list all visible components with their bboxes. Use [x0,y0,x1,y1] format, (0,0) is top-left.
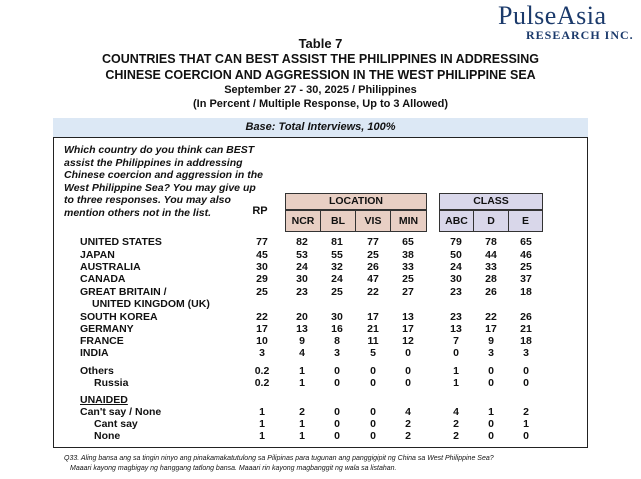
pulseasia-logo: PulseAsia [498,1,607,30]
cell-e: 26 [520,311,532,323]
row-label: GREAT BRITAIN / [80,286,167,298]
cell-abc: 50 [450,249,462,261]
cell-e: 0 [523,365,529,377]
row-label: JAPAN [80,249,115,261]
cell-d: 0 [488,430,494,442]
cell-rp: 0.2 [254,377,270,389]
cell-rp: 10 [256,335,268,347]
cell-vis: 0 [370,406,376,418]
cell-rp: 0.2 [254,365,270,377]
cell-abc: 13 [450,323,462,335]
cell-d: 1 [488,406,494,418]
cell-ncr: 1 [299,377,305,389]
col-header-bl: BL [320,210,356,232]
cell-min: 13 [402,311,414,323]
cell-vis: 22 [367,286,379,298]
base-bar: Base: Total Interviews, 100% [53,118,588,138]
cell-abc: 23 [450,286,462,298]
cell-abc: 1 [453,377,459,389]
cell-rp: 45 [256,249,268,261]
cell-ncr: 2 [299,406,305,418]
cell-d: 44 [485,249,497,261]
row-label: Others [80,365,114,377]
cell-vis: 77 [367,236,379,248]
row-label-continued: UNITED KINGDOM (UK) [92,298,210,310]
cell-rp: 3 [259,347,265,359]
col-header-abc: ABC [439,210,474,232]
cell-min: 65 [402,236,414,248]
cell-rp: 1 [259,418,265,430]
survey-question: Which country do you think can BEST assist the Philippines in addressing Chinese coercion and aggression in the West Philippine Sea? You may give up to three responses. You may also mention others not in the list. [64,144,263,219]
cell-bl: 16 [331,323,343,335]
location-header: LOCATION [285,193,427,210]
row-label: SOUTH KOREA [80,311,158,323]
cell-bl: 55 [331,249,343,261]
cell-abc: 7 [453,335,459,347]
cell-e: 18 [520,286,532,298]
pulseasia-logo-subtitle: RESEARCH INC. [526,28,634,42]
cell-vis: 0 [370,430,376,442]
cell-e: 46 [520,249,532,261]
cell-min: 2 [405,430,411,442]
cell-d: 9 [488,335,494,347]
cell-abc: 30 [450,273,462,285]
cell-abc: 23 [450,311,462,323]
col-header-vis: VIS [355,210,391,232]
cell-bl: 30 [331,311,343,323]
cell-vis: 21 [367,323,379,335]
row-label: AUSTRALIA [80,261,141,273]
cell-ncr: 9 [299,335,305,347]
cell-min: 0 [405,377,411,389]
cell-e: 0 [523,377,529,389]
cell-vis: 47 [367,273,379,285]
cell-abc: 24 [450,261,462,273]
cell-vis: 0 [370,377,376,389]
cell-e: 21 [520,323,532,335]
class-header: CLASS [439,193,543,210]
cell-d: 33 [485,261,497,273]
row-label: Cant say [94,418,138,430]
cell-bl: 3 [334,347,340,359]
cell-rp: 29 [256,273,268,285]
cell-bl: 32 [331,261,343,273]
cell-ncr: 20 [296,311,308,323]
cell-min: 12 [402,335,414,347]
cell-vis: 0 [370,365,376,377]
cell-e: 0 [523,430,529,442]
cell-d: 0 [488,377,494,389]
cell-bl: 0 [334,430,340,442]
unaided-heading: UNAIDED [80,394,128,406]
row-label: Can't say / None [80,406,162,418]
table-note: (In Percent / Multiple Response, Up to 3 Allowed) [192,98,449,110]
row-label: CANADA [80,273,126,285]
cell-vis: 11 [367,335,379,347]
cell-d: 17 [485,323,497,335]
row-label: FRANCE [80,335,124,347]
cell-vis: 26 [367,261,379,273]
cell-vis: 25 [367,249,379,261]
cell-vis: 5 [370,347,376,359]
cell-bl: 0 [334,365,340,377]
cell-min: 38 [402,249,414,261]
row-label: None [94,430,121,442]
cell-min: 25 [402,273,414,285]
cell-ncr: 53 [296,249,308,261]
rp-header: RP [252,205,268,217]
col-header-e: E [508,210,543,232]
cell-e: 25 [520,261,532,273]
survey-dates: September 27 - 30, 2025 / Philippines [224,84,417,96]
cell-min: 33 [402,261,414,273]
cell-d: 0 [488,365,494,377]
table-title-line1: COUNTRIES THAT CAN BEST ASSIST THE PHILIPPINES IN ADDRESSING [101,52,540,66]
cell-rp: 17 [256,323,268,335]
col-header-d: D [473,210,509,232]
cell-e: 1 [523,418,529,430]
cell-rp: 1 [259,430,265,442]
col-header-ncr: NCR [285,210,321,232]
cell-ncr: 30 [296,273,308,285]
row-label: UNITED STATES [80,236,162,248]
cell-ncr: 1 [299,365,305,377]
cell-rp: 30 [256,261,268,273]
row-label: GERMANY [80,323,134,335]
cell-bl: 8 [334,335,340,347]
cell-bl: 0 [334,377,340,389]
cell-min: 17 [402,323,414,335]
cell-vis: 17 [367,311,379,323]
cell-d: 22 [485,311,497,323]
cell-ncr: 1 [299,418,305,430]
cell-e: 18 [520,335,532,347]
cell-e: 37 [520,273,532,285]
cell-abc: 4 [453,406,459,418]
cell-min: 27 [402,286,414,298]
cell-rp: 22 [256,311,268,323]
cell-vis: 0 [370,418,376,430]
cell-ncr: 24 [296,261,308,273]
cell-ncr: 23 [296,286,308,298]
row-label: INDIA [80,347,109,359]
cell-abc: 1 [453,365,459,377]
cell-d: 28 [485,273,497,285]
cell-e: 3 [523,347,529,359]
cell-bl: 25 [331,286,343,298]
cell-d: 0 [488,418,494,430]
cell-rp: 25 [256,286,268,298]
footnote-question: Q33. Aling bansa ang sa tingin ninyo ang pinakamakatutulong sa Pilipinas para tugunan ang panggigipit ng China sa West Philippine Sea? [64,455,494,462]
cell-ncr: 13 [296,323,308,335]
cell-min: 4 [405,406,411,418]
cell-rp: 1 [259,406,265,418]
row-label: Russia [94,377,129,389]
table-title-line2: CHINESE COERCION AND AGGRESSION IN THE WEST PHILIPPINE SEA [105,68,536,82]
cell-d: 78 [485,236,497,248]
cell-abc: 79 [450,236,462,248]
cell-abc: 2 [453,418,459,430]
col-header-min: MIN [390,210,427,232]
cell-bl: 24 [331,273,343,285]
cell-min: 0 [405,365,411,377]
cell-e: 2 [523,406,529,418]
cell-ncr: 82 [296,236,308,248]
cell-min: 2 [405,418,411,430]
cell-bl: 0 [334,406,340,418]
cell-d: 26 [485,286,497,298]
cell-d: 3 [488,347,494,359]
cell-rp: 77 [256,236,268,248]
cell-bl: 0 [334,418,340,430]
footnote-instructions: Maaari kayong magbigay ng hanggang tatlong bansa. Maaari rin kayong magbanggit ng wala sa listahan. [70,465,397,472]
cell-ncr: 1 [299,430,305,442]
cell-bl: 81 [331,236,343,248]
cell-abc: 0 [453,347,459,359]
cell-min: 0 [405,347,411,359]
cell-e: 65 [520,236,532,248]
cell-abc: 2 [453,430,459,442]
table-number: Table 7 [298,36,343,51]
cell-ncr: 4 [299,347,305,359]
